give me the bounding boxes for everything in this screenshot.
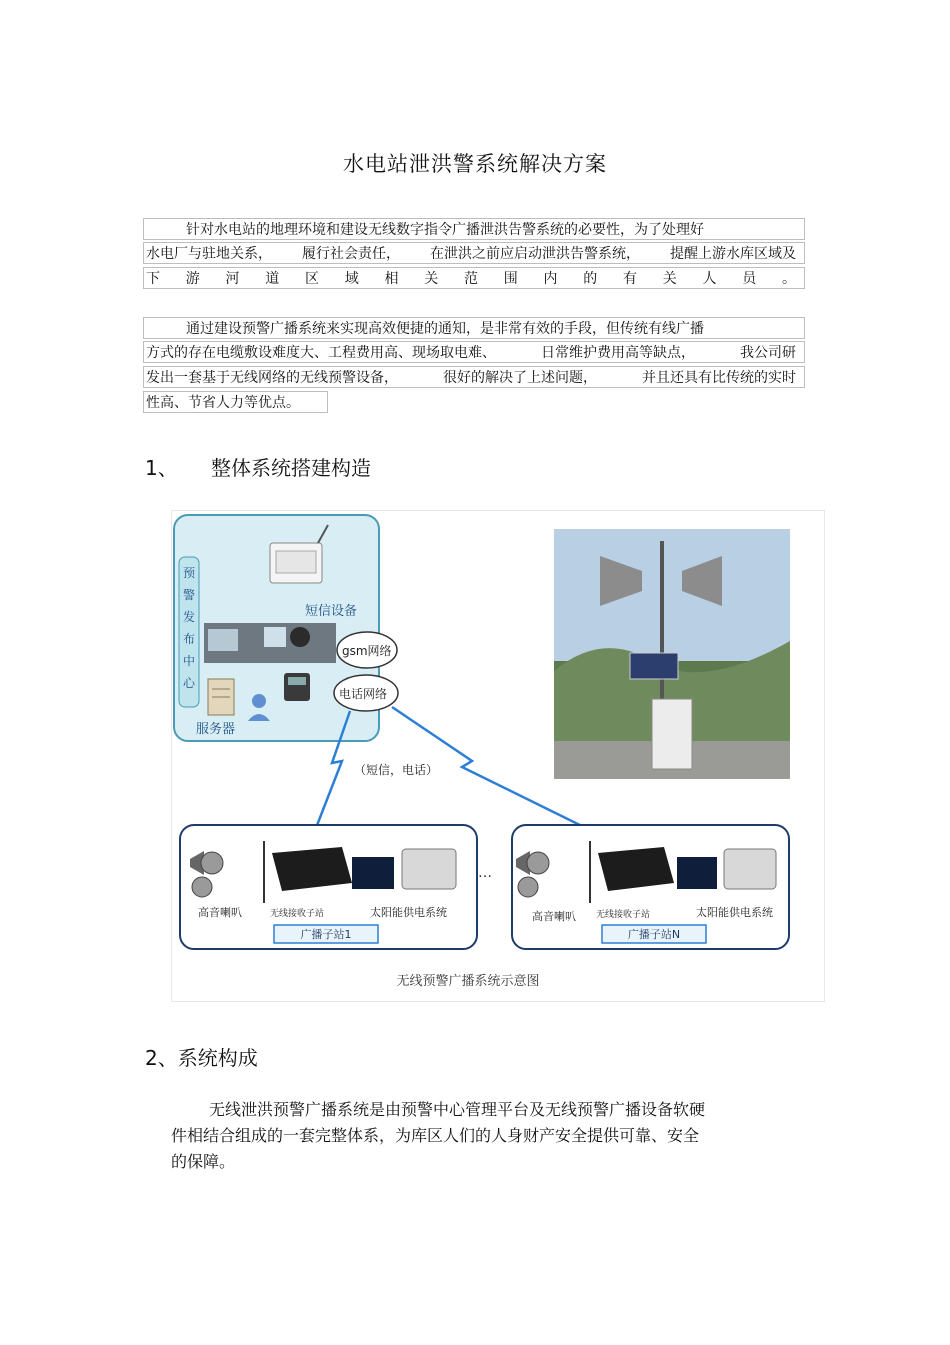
phone-network-label: 电话网络: [339, 687, 388, 701]
section2-title: 2、系统构成: [145, 1046, 258, 1070]
para2-line2-seg: 我公司研: [740, 345, 796, 361]
center-label-char: 布: [182, 632, 196, 646]
para1-line3-char: 有: [623, 271, 637, 287]
para1-line3-char: 内: [543, 271, 558, 287]
para1-line3-char: 范: [464, 271, 478, 287]
para1-line3-char: 下: [146, 271, 160, 287]
para2-line2-seg: 方式的存在电缆敷设难度大、工程费用高、现场取电难、: [146, 345, 496, 361]
para3-line3: 的保障。: [171, 1152, 236, 1171]
station1-name: 广播子站1: [300, 928, 352, 941]
center-label-char: 预: [182, 566, 196, 580]
center-label-char: 警: [182, 588, 196, 602]
station1-receiver-label: 无线接收子站: [270, 909, 325, 919]
server-label: 服务器: [196, 722, 236, 737]
para1-line2-seg: 提醒上游水库区域及: [670, 246, 796, 262]
stationN-speaker-label: 高音喇叭: [532, 910, 576, 923]
para2-line1: 通过建设预警广播系统来实现高效便捷的通知，是非常有效的手段，但传统有线广播: [143, 317, 805, 339]
center-label-char: 心: [182, 676, 196, 690]
center-label-char: 发: [182, 610, 196, 624]
para1-line3-char: 的: [583, 271, 598, 287]
system-diagram: [171, 510, 825, 1002]
station1-battery-icon: [352, 857, 394, 889]
para1-line3-char: 相: [384, 271, 399, 287]
para3-line1: 无线泄洪预警广播系统是由预警中心管理平台及无线预警广播设备软硬: [209, 1100, 706, 1119]
para2-line2-seg: 日常维护费用高等缺点，: [541, 345, 695, 361]
para2-line3: [143, 366, 805, 388]
para1-line3-char: 员: [742, 271, 757, 287]
section1-number: 1、: [145, 456, 178, 480]
speaker-tower-photo: [554, 529, 790, 779]
para1-line3-char: 河: [225, 271, 240, 287]
sms-device-label: 短信设备: [305, 604, 358, 619]
station1-solar-icon: [402, 849, 456, 889]
para1-line1: 针对水电站的地理环境和建设无线数字指令广播泄洪告警系统的必要性，为了处理好: [143, 218, 805, 240]
para1-line3-char: 域: [344, 271, 359, 287]
para3-line2: 件相结合组成的一套完整体系，为库区人们的人身财产安全提供可靠、安全: [171, 1126, 700, 1145]
link-label: （短信，电话）: [354, 763, 439, 777]
para1-line3: [143, 267, 805, 289]
para1-line3-char: 道: [265, 271, 280, 287]
stationN-receiver-label: 无线接收子站: [596, 910, 651, 920]
para1-line2-seg: 在泄洪之前应启动泄洪告警系统，: [430, 246, 640, 262]
figure-caption: 无线预警广播系统示意图: [396, 974, 540, 989]
server-icon: [208, 679, 234, 715]
stationN-battery-icon: [677, 857, 717, 889]
para1-line3-char: 区: [305, 271, 319, 287]
para1-line3-char: 围: [503, 271, 518, 287]
station1-solar-label: 太阳能供电系统: [370, 906, 447, 919]
para2-line3-seg: 并且还具有比传统的实时: [642, 370, 796, 386]
para2-line4: 性高、节省人力等优点。: [143, 391, 328, 413]
page-title: 水电站泄洪警系统解决方案: [343, 152, 607, 176]
stationN-solar-icon: [724, 849, 776, 889]
para1-line3-char: 关: [424, 271, 439, 287]
para2-line3-seg: 很好的解决了上述问题，: [443, 370, 597, 386]
para1-line3-char: 人: [702, 271, 717, 287]
para1-line3-char: 游: [185, 271, 200, 287]
para2-line3-seg: 发出一套基于无线网络的无线预警设备，: [146, 370, 398, 386]
para1-line3-char: 。: [782, 271, 796, 287]
para1-line3-char: 关: [662, 271, 677, 287]
section1-title: 整体系统搭建构造: [211, 456, 371, 480]
stationN-name: 广播子站N: [627, 928, 681, 941]
phone-icon: [284, 673, 310, 701]
para1-line2-seg: 水电厂与驻地关系，: [146, 246, 272, 262]
ellipsis: …: [478, 865, 492, 881]
center-label-char: 中: [182, 654, 196, 668]
para2-line2: [143, 341, 805, 363]
stationN-solar-label: 太阳能供电系统: [696, 906, 773, 919]
gsm-label: gsm网络: [342, 644, 392, 658]
para1-line2-seg: 履行社会责任，: [302, 246, 400, 262]
para1-line2: [143, 242, 805, 264]
station1-speaker-label: 高音喇叭: [198, 906, 242, 919]
